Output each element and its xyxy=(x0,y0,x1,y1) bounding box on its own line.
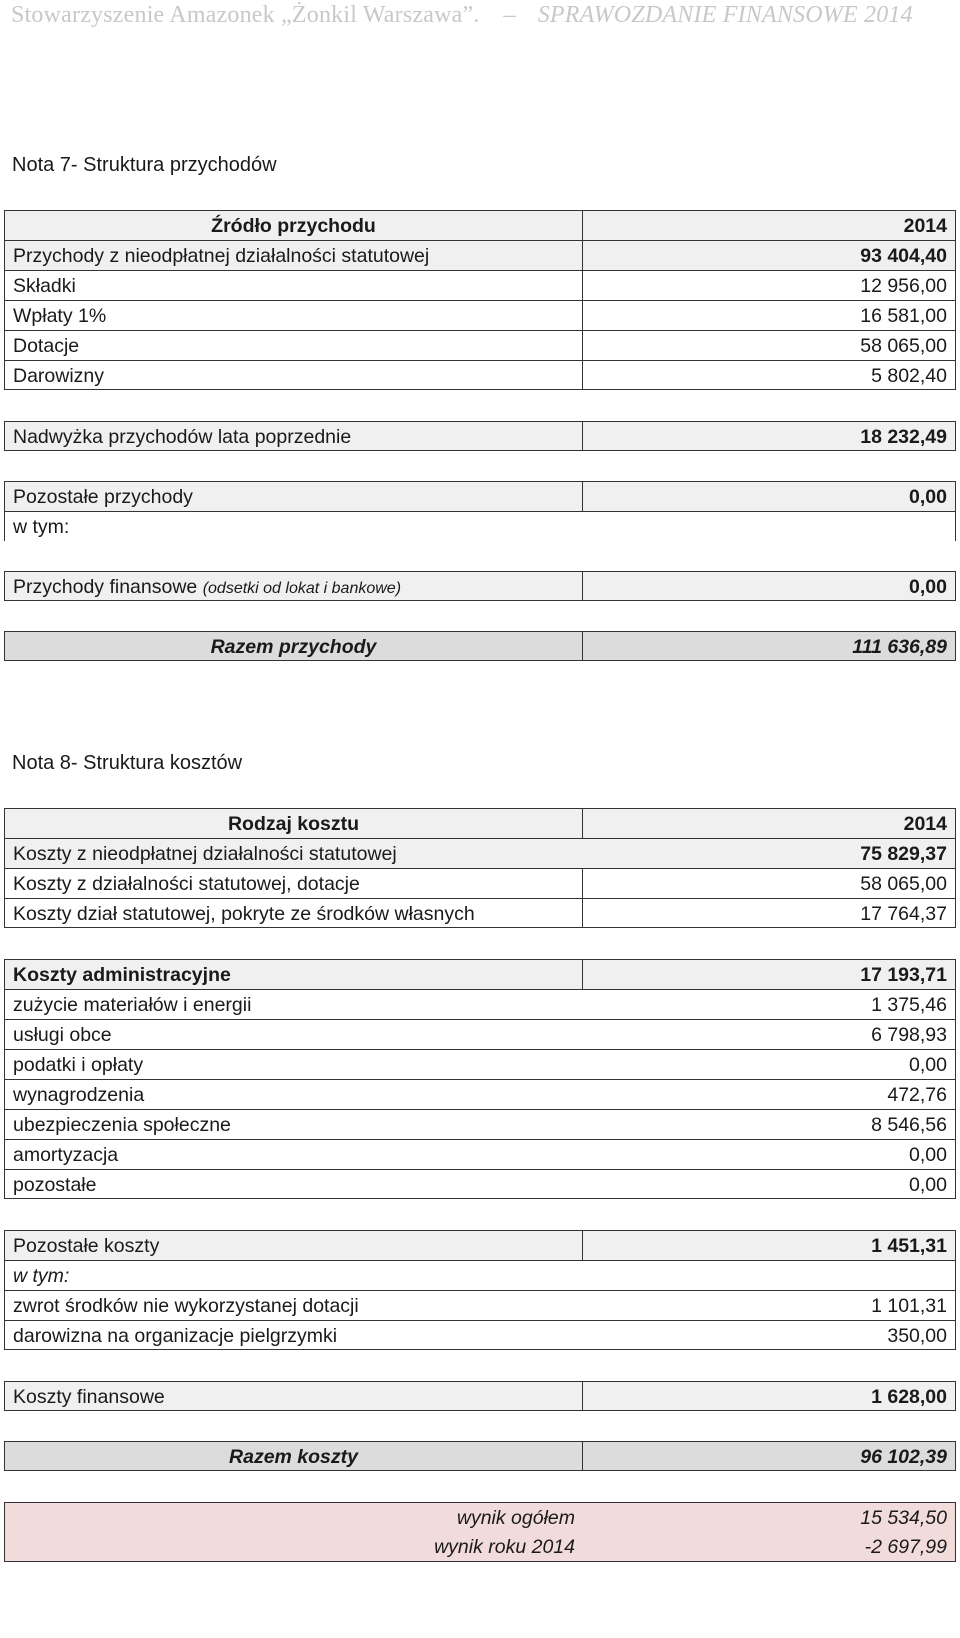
header-report: SPRAWOZDANIE FINANSOWE 2014 xyxy=(537,2,913,28)
nota7-col-year: 2014 xyxy=(903,215,947,237)
page-header xyxy=(11,2,913,29)
nota7-col-label: Źródło przychodu xyxy=(5,211,583,240)
row-value: 0,00 xyxy=(909,1144,947,1166)
table-row xyxy=(4,1109,956,1139)
row-value: 0,00 xyxy=(909,1174,947,1196)
table-row xyxy=(4,300,956,330)
row-label: Koszty z nieodpłatnej działalności statutowej xyxy=(13,843,397,865)
row-value: 0,00 xyxy=(909,576,947,598)
nota8-header-row xyxy=(4,808,956,838)
table-row xyxy=(4,330,956,360)
row-value: 6 798,93 xyxy=(871,1024,947,1046)
result-overall-row xyxy=(4,1502,956,1532)
nota8-total-row xyxy=(4,1441,956,1471)
row-label: wynagrodzenia xyxy=(13,1084,145,1106)
nota8-financial-row xyxy=(4,1381,956,1411)
result-year-row xyxy=(4,1532,956,1562)
table-row xyxy=(4,1290,956,1320)
row-label: usługi obce xyxy=(13,1024,112,1046)
row-value: 0,00 xyxy=(909,1054,947,1076)
row-label: darowizna na organizacje pielgrzymki xyxy=(13,1325,338,1347)
row-label: Składki xyxy=(5,271,583,300)
table-row xyxy=(4,270,956,300)
row-value: 5 802,40 xyxy=(871,365,947,387)
row-label: Koszty dział statutowej, pokryte ze środków własnych xyxy=(5,899,583,927)
nota7-financial-row xyxy=(4,571,956,601)
table-row xyxy=(4,240,956,270)
nota8-other-head-row xyxy=(4,1230,956,1260)
nota8-title: Nota 8- Struktura kosztów xyxy=(12,752,243,774)
nota7-surplus-row xyxy=(4,421,956,451)
table-row xyxy=(4,989,956,1019)
row-label: pozostałe xyxy=(13,1174,97,1196)
table-row xyxy=(4,1019,956,1049)
row-label: zwrot środków nie wykorzystanej dotacji xyxy=(13,1295,359,1317)
row-label: Dotacje xyxy=(5,331,583,360)
row-value: 16 581,00 xyxy=(860,305,947,327)
row-label: Przychody z nieodpłatnej działalności statutowej xyxy=(5,241,583,270)
result-year-value: -2 697,99 xyxy=(864,1536,947,1558)
row-value: 17 764,37 xyxy=(860,903,947,925)
row-label: Pozostałe przychody xyxy=(5,482,583,511)
row-value: 96 102,39 xyxy=(860,1446,947,1468)
nota7-other-row xyxy=(4,481,956,511)
table-row xyxy=(4,360,956,390)
row-value: 1 628,00 xyxy=(871,1386,947,1408)
row-label: zużycie materiałów i energii xyxy=(13,994,252,1016)
financial-note: (odsetki od lokat i bankowe) xyxy=(202,580,402,597)
row-value: 58 065,00 xyxy=(860,873,947,895)
row-label: w tym: xyxy=(13,1265,70,1287)
row-value: 111 636,89 xyxy=(852,636,947,658)
row-value: 17 193,71 xyxy=(860,964,947,986)
row-value: 18 232,49 xyxy=(860,426,947,448)
nota7-header-row xyxy=(4,210,956,240)
nota8-other-sub-row xyxy=(4,1260,956,1290)
row-label: Razem przychody xyxy=(5,632,583,660)
row-label: Koszty z działalności statutowej, dotacje xyxy=(5,869,583,898)
table-row xyxy=(4,838,956,868)
table-row xyxy=(4,898,956,928)
row-value: 472,76 xyxy=(887,1084,947,1106)
nota8-col-label: Rodzaj kosztu xyxy=(5,809,583,838)
result-overall-value: 15 534,50 xyxy=(860,1507,947,1529)
result-year-label: wynik roku 2014 xyxy=(434,1536,575,1558)
row-label: ubezpieczenia społeczne xyxy=(13,1114,231,1136)
nota7-total-row xyxy=(4,631,956,661)
row-value: 8 546,56 xyxy=(871,1114,947,1136)
row-label: podatki i opłaty xyxy=(13,1054,144,1076)
table-row xyxy=(4,1139,956,1169)
row-value: 1 451,31 xyxy=(871,1235,947,1257)
row-label xyxy=(5,572,583,600)
nota7-title: Nota 7- Struktura przychodów xyxy=(12,154,277,176)
header-dash: – xyxy=(503,2,516,28)
row-label: Wpłaty 1% xyxy=(5,301,583,330)
result-overall-label: wynik ogółem xyxy=(456,1507,575,1529)
nota7-other-sub-row xyxy=(4,511,956,541)
table-row xyxy=(4,1049,956,1079)
row-value: 0,00 xyxy=(909,486,947,508)
row-label: amortyzacja xyxy=(13,1144,119,1166)
row-value: 93 404,40 xyxy=(860,245,947,267)
row-label: Nadwyżka przychodów lata poprzednie xyxy=(5,422,583,450)
row-value: 1 375,46 xyxy=(871,994,947,1016)
row-label: Razem koszty xyxy=(5,1442,583,1470)
row-label: Koszty administracyjne xyxy=(5,960,583,989)
row-label: w tym: xyxy=(13,516,70,538)
row-value: 350,00 xyxy=(887,1325,947,1347)
row-value: 58 065,00 xyxy=(860,335,947,357)
row-value: 75 829,37 xyxy=(860,843,947,865)
table-row xyxy=(4,1169,956,1199)
row-label: Pozostałe koszty xyxy=(5,1231,583,1260)
nota8-admin-head-row xyxy=(4,959,956,989)
row-value: 1 101,31 xyxy=(871,1295,947,1317)
financial-label: Przychody finansowe xyxy=(13,576,198,598)
table-row xyxy=(4,1079,956,1109)
row-label: Darowizny xyxy=(5,361,583,389)
row-label: Koszty finansowe xyxy=(5,1382,583,1410)
table-row xyxy=(4,868,956,898)
header-org: Stowarzyszenie Amazonek „Żonkil Warszawa”. xyxy=(11,2,480,28)
table-row xyxy=(4,1320,956,1350)
row-value: 12 956,00 xyxy=(860,275,947,297)
nota8-col-year: 2014 xyxy=(903,813,947,835)
